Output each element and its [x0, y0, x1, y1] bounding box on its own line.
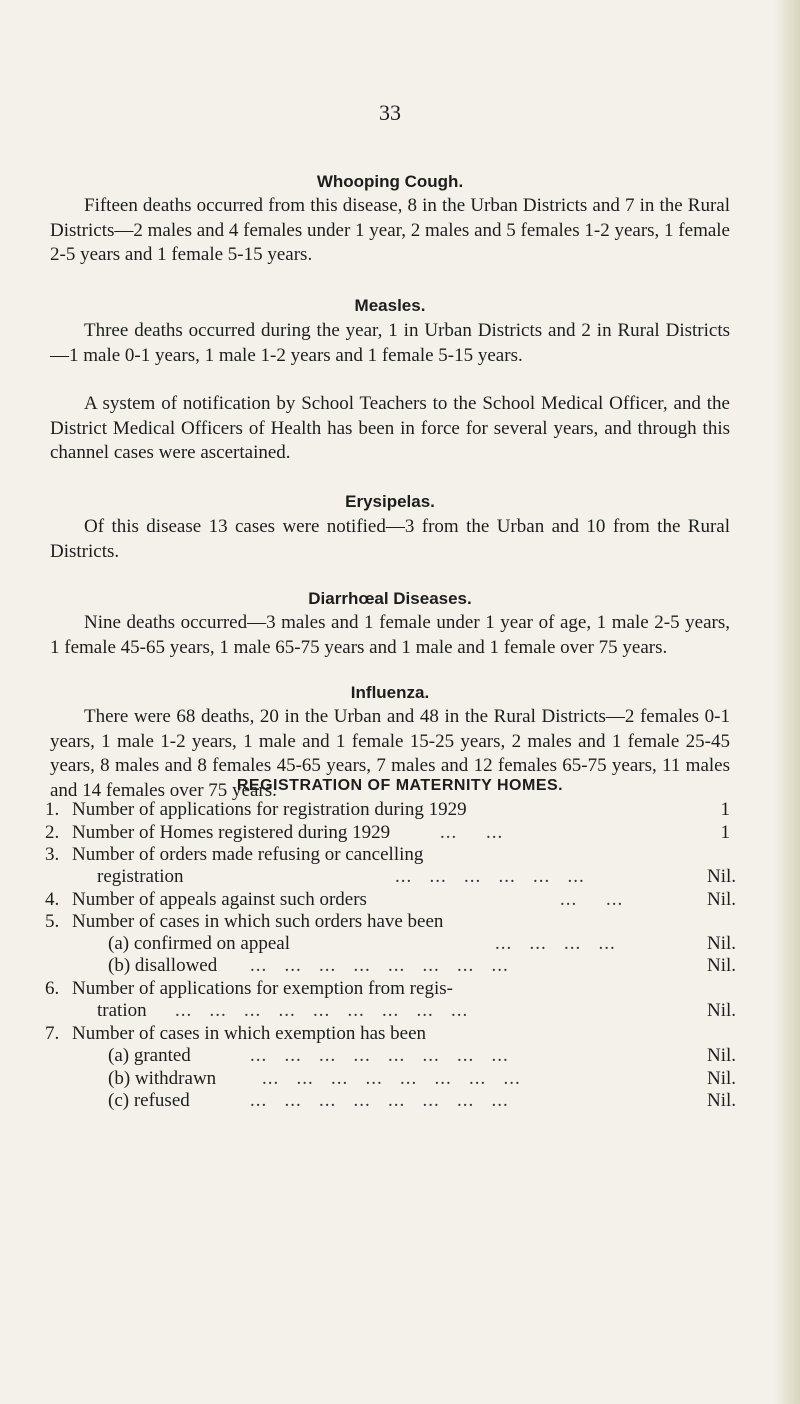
leader-dots: ... ... [560, 889, 624, 910]
item-value: Nil. [706, 955, 736, 976]
item-value: 1 [720, 822, 730, 843]
paragraph-measles-notification: A system of notification by School Teachers to the School Medical Officer, and the District Medical Officers of Health has been in force for several years, and through this channel cases were ascertained. [50, 393, 730, 463]
leader-dots: ... ... ... ... ... ... ... ... [250, 1090, 509, 1111]
item-value: Nil. [706, 1090, 736, 1111]
heading-whooping-cough: Whooping Cough. [316, 172, 464, 191]
paragraph-erysipelas: Of this disease 13 cases were notified—3 from the Urban and 10 from the Rural Districts. [50, 516, 730, 562]
leader-dots: ... ... [440, 822, 504, 843]
paragraph-measles-deaths: Three deaths occurred during the year, 1 in Urban Districts and 2 in Rural Districts—1 male 0-1 years, 1 male 1-2 years and 1 female 5-15 years. [50, 320, 730, 366]
paragraph-diarrhoeal-diseases: Nine deaths occurred—3 males and 1 female under 1 year of age, 1 male 2-5 years, 1 female 45-65 years, 1 male 65-75 years and 1 male and 1 female over 75 years. [50, 612, 730, 658]
leader-dots: ... ... ... ... ... ... ... ... [250, 955, 509, 976]
leader-dots: ... ... ... ... ... ... ... ... [250, 1045, 509, 1066]
page-number: 33 [379, 100, 401, 125]
registration-title: REGISTRATION OF MATERNITY HOMES. [236, 777, 564, 794]
item-value: 1 [720, 799, 730, 820]
heading-diarrhoeal-diseases: Diarrhœal Diseases. [308, 589, 472, 608]
paragraph-influenza: There were 68 deaths, 20 in the Urban and 48 in the Rural Districts—2 females 0-1 years, 1 male 1-2 years, 1 male and 1 female 15-25 years, 2 males and 1 female 25-45 years, 8 males and 8 females 45-65 years, 7 males and 12 females 65-75 years, 11 males and 14 females over 75 years. [50, 706, 730, 801]
heading-erysipelas: Erysipelas. [345, 492, 435, 511]
leader-dots: ... ... ... ... [495, 933, 616, 954]
item-value: Nil. [706, 1068, 736, 1089]
item-value: Nil. [706, 1000, 736, 1021]
item-value: Nil. [706, 1045, 736, 1066]
item-value: Nil. [706, 889, 736, 910]
item-value: Nil. [706, 933, 736, 954]
leader-dots: ... ... ... ... ... ... ... ... [262, 1068, 521, 1089]
leader-dots: ... ... ... ... ... ... ... ... ... [175, 1000, 469, 1021]
leader-dots: ... ... ... ... ... ... [395, 866, 585, 887]
heading-influenza: Influenza. [350, 683, 430, 702]
paragraph-whooping-cough: Fifteen deaths occurred from this disease, 8 in the Urban Districts and 7 in the Rural Districts—2 males and 4 females under 1 year, 2 males and 5 females 1-2 years, 1 female 2-5 years and 1 female 5-15 years. [50, 195, 730, 265]
document-page: 33 Whooping Cough. Fifteen deaths occurred from this disease, 8 in the Urban Districts and 7 in the Rural Districts—2 males and 4 females under 1 year, 2 males and 5 females 1-2 years, 1 female 2-5 years and 1 female 5-15 years. Measles. Three deaths occurred during the year, 1 in Urban Districts and 2 in Rural Districts—1 male 0-1 years, 1 male 1-2 years and 1 female 5-15 years. A system of notification by School Teachers to the School Medical Officer, and the District Medical Officers of Health has been in force for several years, and through this channel cases were ascertained. Erysipelas. Of this disease 13 cases were notified—3 from the Urban and 10 from the Rural Districts. Diarrhœal Diseases. Nine deaths occurred—3 males and 1 female under 1 year of age, 1 male 2-5 years, 1 female 45-65 years, 1 male 65-75 years and 1 male and 1 female over 75 years. Influenza. There were 68 deaths, 20 in the Urban and 48 in the Rural Districts—2 females 0-1 years, 1 male 1-2 years, 1 male and 1 female 15-25 years, 2 males and 1 female 25-45 years, 8 males and 8 females 45-65 years, 7 males and 12 females 65-75 years, 11 males and 14 females over 75 years. REGISTRATION OF MATERNITY HOMES. 1. Number of applications for registration during 1929 1 2. Number of Homes registered during 1929 ... ... 1 3. Number of orders made refusing or cancelling registration ... ... ... ... ... ... Nil. 4. Number of appeals against such orders ... ... Nil. 5. Number of cases in which such orders have been (a) confirmed on appeal ... ... ... ... Nil. (b) disallowed ... ... ... ... ... ... ... ... Nil. 6. Number of applications for exemption from regis- tration ... ... ... ... ... ... ... ... ... Nil. 7. Number of cases in which exemption has been (a) granted ... ... ... ... ... ... ... ... Nil. (b) withdrawn ... ... ... ... ... ... ... ... Nil. (c) refused ... ... ... ... ... ... ... ... Nil. [0, 0, 800, 1404]
heading-measles: Measles. [354, 296, 426, 315]
item-value: Nil. [706, 866, 736, 887]
